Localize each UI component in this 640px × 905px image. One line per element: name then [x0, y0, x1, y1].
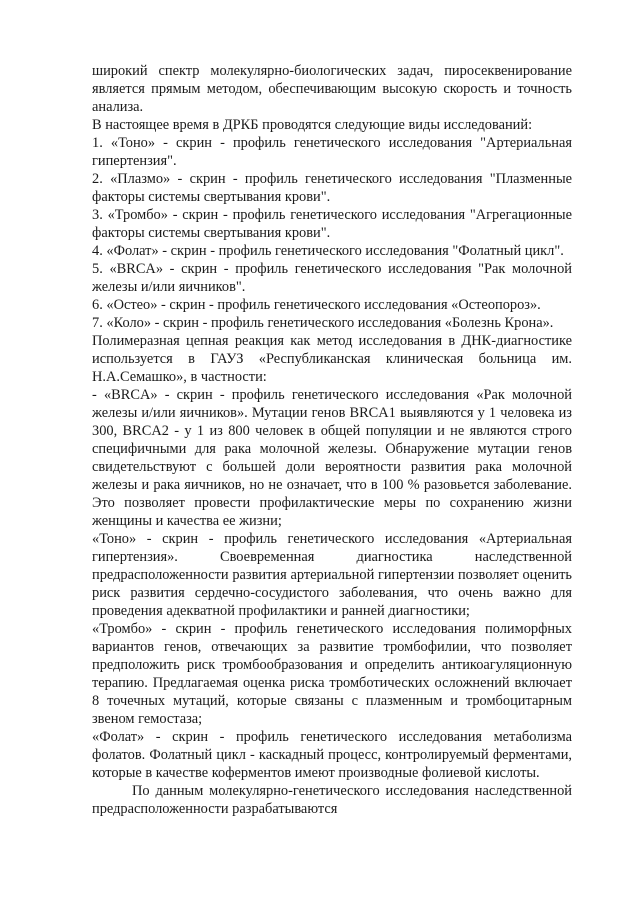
document-body	[92, 62, 572, 818]
list-item-folat: 4. «Фолат» - скрин - профиль генетического исследования "Фолатный цикл".	[92, 243, 564, 259]
paragraph-studies-intro: В настоящее время в ДРКБ проводятся следующие виды исследований:	[92, 117, 533, 133]
list-item-trombo: 3. «Тромбо» - скрин - профиль генетического исследования "Агрегационные факторы системы свертывания крови".	[92, 207, 572, 241]
paragraph-trombo-detail: «Тромбо» - скрин - профиль генетического исследования полиморфных вариантов генов, отвечающих за развитие тромбофилии, что позволяет предположить риск тромбообразования и определить антикоагуляционную терапию. Предлагаемая оценка риска тромботических осложнений включает 8 точечных мутаций, которые связаны с плазменным и тромбоцитарным звеном гемостаза;	[92, 621, 572, 727]
list-item-tono: 1. «Тоно» - скрин - профиль генетического исследования "Артериальная гипертензия".	[92, 135, 572, 169]
paragraph-pyrosequencing: широкий спектр молекулярно-биологических задач, пиросеквенирование является прямым методом, обеспечивающим высокую скорость и точность анализа.	[92, 63, 572, 115]
paragraph-folat-detail: «Фолат» - скрин - профиль генетического исследования метаболизма фолатов. Фолатный цикл - каскадный процесс, контролируемый ферментами, которые в качестве коферментов имеют производные фолиевой кислоты.	[92, 729, 572, 781]
list-item-brca: 5. «BRCA» - скрин - профиль генетического исследования "Рак молочной железы и/или яичников".	[92, 261, 572, 295]
list-item-plazmo: 2. «Плазмо» - скрин - профиль генетического исследования "Плазменные факторы системы свертывания крови".	[92, 171, 572, 205]
paragraph-pcr-intro: Полимеразная цепная реакция как метод исследования в ДНК-диагностике используется в ГАУЗ «Республиканская клиническая больница им. Н.А.Семашко», в частности:	[92, 333, 572, 385]
paragraph-brca-detail: - «BRCA» - скрин - профиль генетического исследования «Рак молочной железы и/или яичников». Мутации генов BRCA1 выявляются у 1 человека из 300, BRCA2 - у 1 из 800 человек в общей популяции и не являются строго специфичными для рака молочной железы. Обнаружение мутации генов свидетельствуют с большей доли вероятности развития рака молочной железы и рака яичников, но не означает, что в 100 % разовьется заболевание. Это позволяет провести профилактические меры по сохранению жизни женщины и качества ее жизни;	[92, 387, 572, 529]
list-item-osteo: 6. «Остео» - скрин - профиль генетического исследования «Остеопороз».	[92, 297, 541, 313]
paragraph-tono-detail: «Тоно» - скрин - профиль генетического исследования «Артериальная гипертензия». Своевременная диагностика наследственной предрасположенности развития артериальной гипертензии позволяет оценить риск развития сердечно-сосудистого заболевания, что очень важно для проведения адекватной профилактики и ранней диагностики;	[92, 531, 572, 619]
list-item-kolo: 7. «Коло» - скрин - профиль генетического исследования «Болезнь Крона».	[92, 315, 554, 331]
paragraph-closing: По данным молекулярно-генетического исследования наследственной предрасположенности разрабатываются	[92, 783, 572, 817]
